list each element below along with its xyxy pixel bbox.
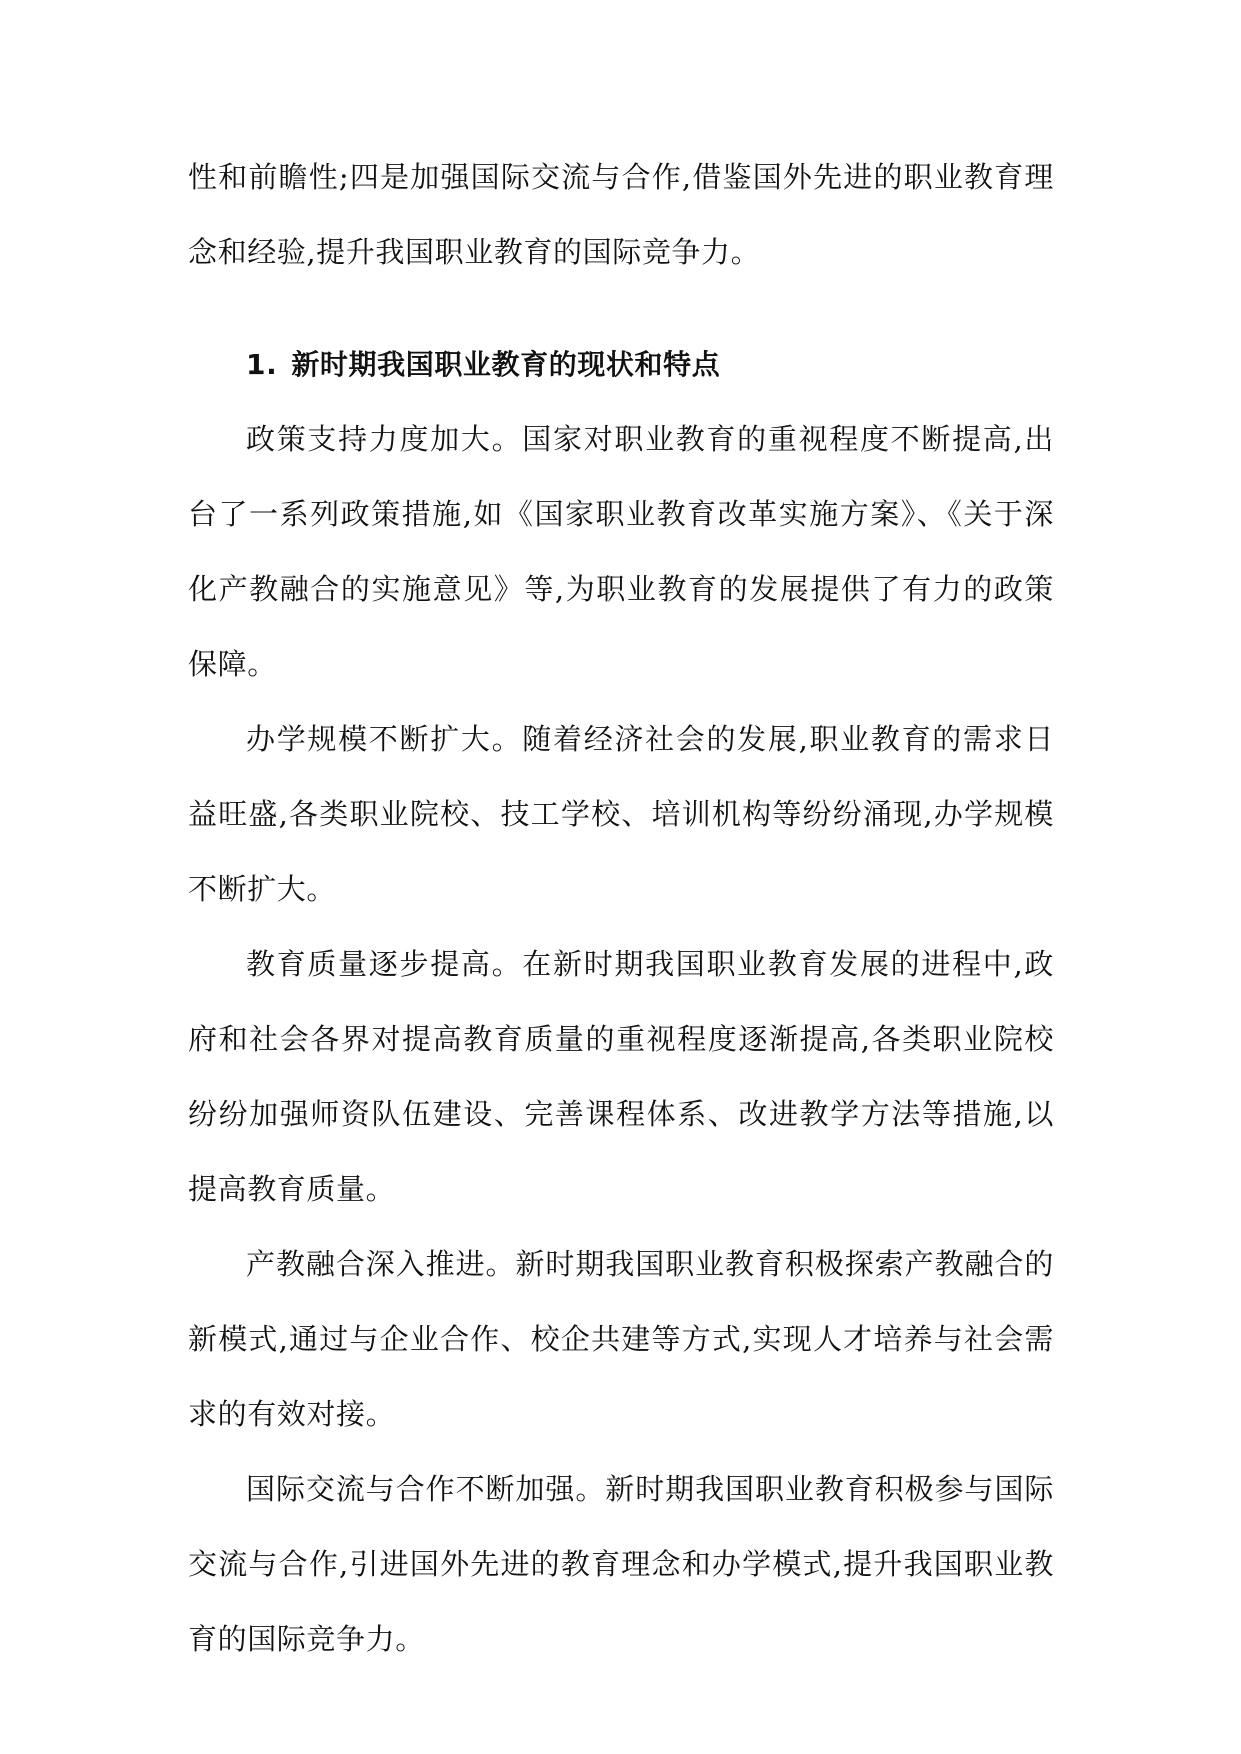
paragraph-quality-improvement: 教育质量逐步提高。在新时期我国职业教育发展的进程中,政府和社会各界对提高教育质量的重视程度逐渐提高,各类职业院校纷纷加强师资队伍建设、完善课程体系、改进教学方法等措施,以提高教育质量。 [188,947,1054,1206]
paragraph-scale-expansion: 办学规模不断扩大。随着经济社会的发展,职业教育的需求日益旺盛,各类职业院校、技工学校、培训机构等纷纷涌现,办学规模不断扩大。 [188,722,1054,906]
paragraph-international-cooperation: 国际交流与合作不断加强。新时期我国职业教育积极参与国际交流与合作,引进国外先进的教育理念和办学模式,提升我国职业教育的国际竞争力。 [188,1472,1054,1656]
document-body [188,140,1054,1677]
section-title: 新时期我国职业教育的现状和特点 [291,348,721,381]
intro-paragraph: 性和前瞻性;四是加强国际交流与合作,借鉴国外先进的职业教育理念和经验,提升我国职业教育的国际竞争力。 [188,160,1054,269]
paragraph-policy-support: 政策支持力度加大。国家对职业教育的重视程度不断提高,出台了一系列政策措施,如《国家职业教育改革实施方案》、《关于深化产教融合的实施意见》等,为职业教育的发展提供了有力的政策保障。 [188,422,1054,681]
section-number: 1. [246,348,278,381]
section-heading [188,327,1054,402]
paragraph-industry-education-integration: 产教融合深入推进。新时期我国职业教育积极探索产教融合的新模式,通过与企业合作、校企共建等方式,实现人才培养与社会需求的有效对接。 [188,1247,1054,1431]
